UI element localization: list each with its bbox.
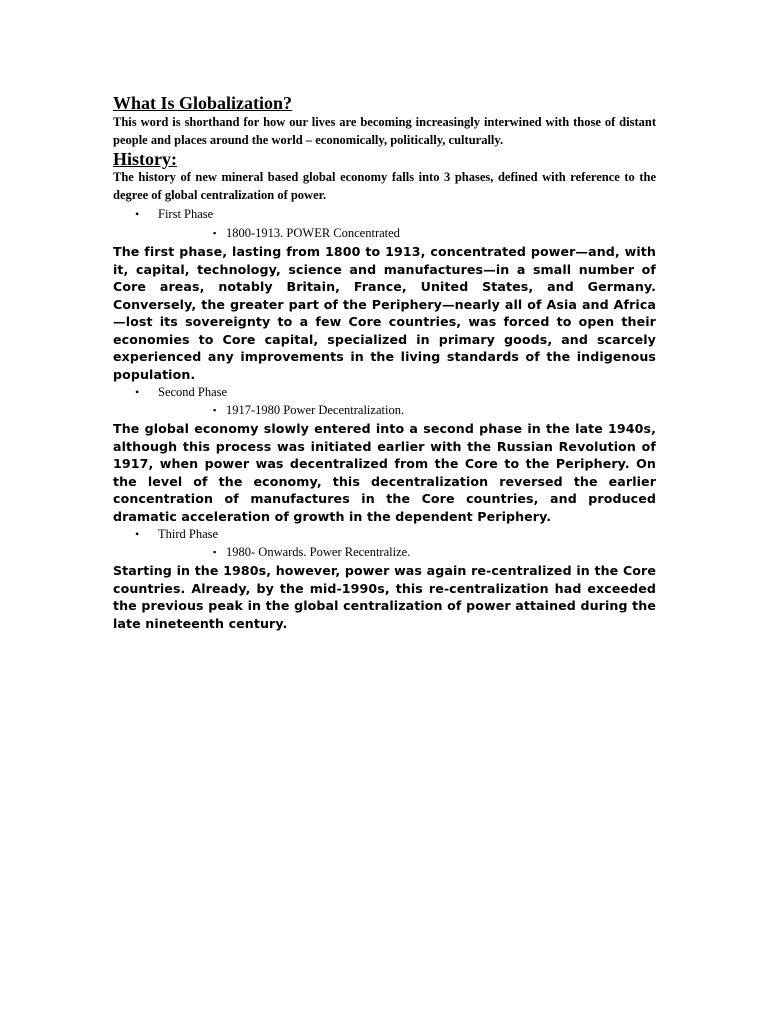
square-bullet-icon: ▪: [213, 228, 217, 238]
phase-bullet: [113, 383, 656, 401]
square-bullet-icon: ▪: [213, 405, 217, 415]
phase-sub-bullet: [113, 543, 656, 562]
bullet-icon: •: [135, 207, 140, 221]
phase-description: The first phase, lasting from 1800 to 1913, concentrated power—and, with it, capital, technology, science and manufactures—in a small number of Core areas, notably Britain, France, United States, and Germany. Conversely, the greater part of the Periphery—nearly all of Asia and Africa —lost its sovereignty to a few Core countries, was forced to open their economies to Core capital, specialized in primary goods, and scarcely experienced any improvements in the living standards of the indigenous population.: [113, 244, 656, 382]
bullet-icon: •: [135, 527, 140, 541]
phase-description: The global economy slowly entered into a second phase in the late 1940s, although this process was initiated earlier with the Russian Revolution of 1917, when power was decentralized from the Core to the Periphery. On the level of the economy, this decentralization reversed the earlier concentration of manufactures in the Core countries, and produced dramatic acceleration of growth in the dependent Periphery.: [113, 421, 656, 524]
square-bullet-icon: ▪: [213, 547, 217, 557]
phase-period: 1980- Onwards. Power Recentralize.: [226, 545, 411, 559]
history-intro: The history of new mineral based global economy falls into 3 phases, defined with reference to the degree of global centralization of power.: [113, 170, 656, 202]
phase-bullet: [113, 205, 656, 223]
bullet-icon: •: [135, 385, 140, 399]
phase-bullet: [113, 525, 656, 543]
page-title: What Is Globalization?: [113, 93, 293, 113]
history-heading: History:: [113, 149, 177, 169]
phase-period: 1800-1913. POWER Concentrated: [226, 226, 400, 240]
phase-sub-bullet: [113, 224, 656, 243]
phase-name: First Phase: [158, 207, 214, 221]
phase-description: Starting in the 1980s, however, power was again re-centralized in the Core countries. Already, by the mid-1990s, this re-centralization had exceeded the previous peak in the global centralization of power attained during the late nineteenth century.: [113, 563, 656, 631]
intro-paragraph: This word is shorthand for how our lives are becoming increasingly interwined with those of distant people and places around the world – economically, politically, culturally.: [113, 115, 656, 147]
document-page: [113, 92, 656, 632]
phase-period: 1917-1980 Power Decentralization.: [226, 403, 405, 417]
phase-name: Second Phase: [158, 385, 228, 399]
phase-sub-bullet: [113, 401, 656, 420]
phase-name: Third Phase: [158, 527, 219, 541]
